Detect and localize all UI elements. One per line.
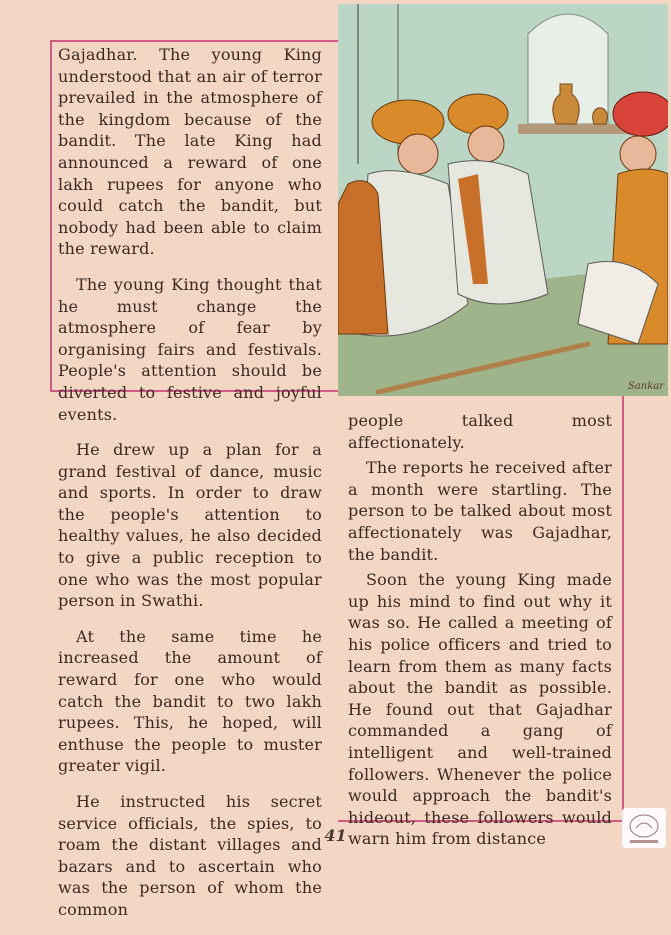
- illustration-signature: Sankar: [627, 381, 664, 392]
- illustration-svg: [338, 4, 668, 396]
- paragraph: Soon the young King made up his mind to find out why it was so. He called a meeting of his police officers and tried to learn from them as many facts about the bandit as possible. He found out that Gajadhar commanded a gang of intelligent and well-trained followers. Whenever the police would approach the bandit's hideout, these followers would warn him from distance: [348, 570, 612, 849]
- library-stamp-icon: [622, 808, 666, 848]
- paragraph: At the same time he increased the amount of reward for one who would catch the bandit to two lakh rupees. This, he hoped, will enthuse the people to muster greater vigil.: [58, 626, 322, 776]
- paragraph: The reports he received after a month were startling. The person to be talked about most affectionately was Gajadhar, the bandit.: [348, 458, 612, 564]
- paragraph: Gajadhar. The young King understood that an air of terror prevailed in the atmosphere of the kingdom because of the bandit. The late King had announced a reward of one lakh rupees for anyone who could catch the bandit, but nobody had been able to claim the reward.: [58, 45, 322, 259]
- page-number: 41: [324, 826, 347, 845]
- left-column: [58, 44, 322, 935]
- paragraph: He instructed his secret service officials, the spies, to roam the distant villages and bazars and to ascertain who was the person of whom the common: [58, 792, 322, 919]
- paragraph: people talked most affectionately.: [348, 411, 612, 452]
- paragraph: The young King thought that he must change the atmosphere of fear by organising fairs and festivals. People's attention should be diverted to festive and joyful events.: [58, 274, 322, 424]
- right-column: [348, 410, 612, 864]
- paragraph: He drew up a plan for a grand festival of dance, music and sports. In order to draw the people's attention to healthy values, he also decided to give a public reception to one who was the most popular person in Swathi.: [58, 440, 322, 611]
- story-illustration: [338, 4, 668, 396]
